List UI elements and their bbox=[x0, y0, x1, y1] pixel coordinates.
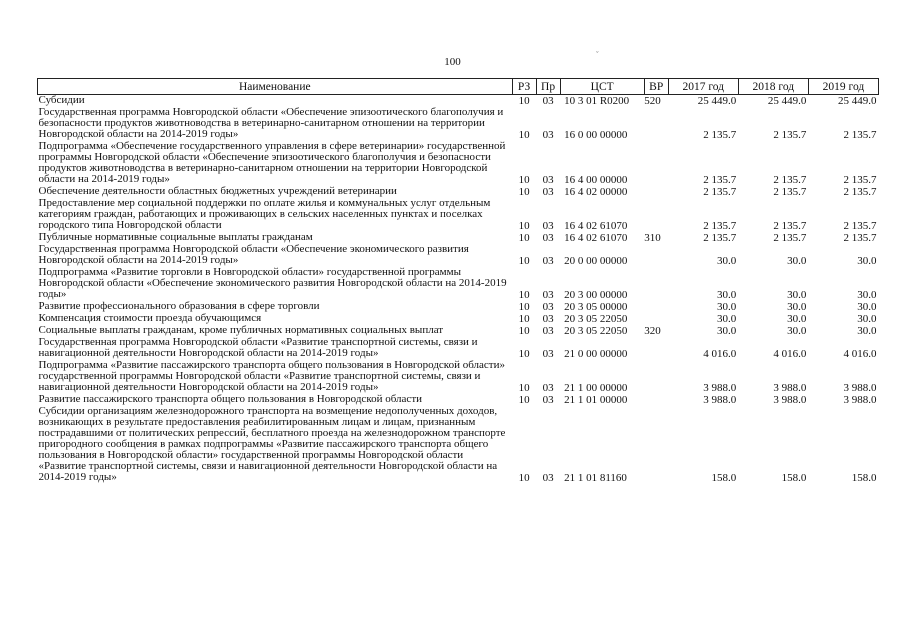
cell-cst: 10 3 01 R0200 bbox=[564, 95, 630, 107]
cell-rz: 10 bbox=[518, 325, 530, 337]
table-row bbox=[38, 198, 879, 232]
cell-pr: 03 bbox=[542, 472, 554, 484]
cell-y2017: 4 016.0 bbox=[703, 348, 737, 360]
cell-y2018: 30.0 bbox=[787, 325, 807, 337]
header-2019: 2019 год bbox=[808, 79, 878, 95]
cell-vr bbox=[644, 244, 668, 267]
cell-cst: 16 0 00 00000 bbox=[564, 129, 628, 141]
cell-y2019: 2 135.7 bbox=[843, 174, 877, 186]
cell-y2017: 2 135.7 bbox=[703, 129, 737, 141]
cell-y2018: 2 135.7 bbox=[773, 186, 807, 198]
budget-table-container bbox=[37, 78, 879, 484]
table-row bbox=[38, 107, 879, 141]
cell-y2019: 2 135.7 bbox=[843, 129, 877, 141]
cell-y2018: 30.0 bbox=[787, 301, 807, 313]
header-pr: Пр bbox=[536, 79, 560, 95]
cell-y2018: 30.0 bbox=[787, 313, 807, 325]
cell-pr: 03 bbox=[542, 313, 554, 325]
header-rz: РЗ bbox=[512, 79, 536, 95]
cell-pr: 03 bbox=[542, 394, 554, 406]
cell-name: Подпрограмма «Развитие пассажирского транспорта общего пользования в Новгородской области» государственной программы Новгородской области «Развитие транспортной системы, связи и навигационной деятельности Новгородской области на 2014-2019 годы» bbox=[38, 359, 505, 393]
cell-rz: 10 bbox=[518, 129, 530, 141]
table-header bbox=[38, 79, 879, 95]
cell-cst: 16 4 02 00000 bbox=[564, 186, 628, 198]
cell-y2017: 2 135.7 bbox=[703, 232, 737, 244]
cell-y2018: 2 135.7 bbox=[773, 129, 807, 141]
page-number: 100 bbox=[444, 56, 461, 68]
cell-vr bbox=[644, 406, 668, 484]
cell-pr: 03 bbox=[542, 95, 554, 107]
cell-cst: 16 4 00 00000 bbox=[564, 174, 628, 186]
cell-pr: 03 bbox=[542, 232, 554, 244]
cell-pr: 03 bbox=[542, 301, 554, 313]
cell-vr bbox=[644, 141, 668, 186]
cell-y2019: 3 988.0 bbox=[843, 394, 877, 406]
cell-y2017: 30.0 bbox=[717, 255, 737, 267]
cell-vr bbox=[644, 186, 668, 198]
cell-y2017: 158.0 bbox=[711, 472, 737, 484]
cell-vr: 520 bbox=[644, 95, 661, 107]
cell-name: Государственная программа Новгородской области «Развитие транспортной системы, связи и навигационной деятельности Новгородской области на 2014-2019 годы» bbox=[38, 336, 478, 359]
cell-vr bbox=[644, 301, 668, 313]
cell-y2017: 25 449.0 bbox=[697, 95, 737, 107]
cell-y2018: 30.0 bbox=[787, 255, 807, 267]
cell-y2018: 158.0 bbox=[781, 472, 807, 484]
cell-vr bbox=[644, 313, 668, 325]
cell-rz: 10 bbox=[518, 232, 530, 244]
table-row bbox=[38, 360, 879, 394]
cell-y2019: 2 135.7 bbox=[843, 232, 877, 244]
cell-y2017: 30.0 bbox=[717, 301, 737, 313]
cell-rz: 10 bbox=[518, 313, 530, 325]
cell-name: Развитие профессионального образования в сфере торговли bbox=[38, 300, 320, 312]
header-2018: 2018 год bbox=[738, 79, 808, 95]
cell-rz: 10 bbox=[518, 95, 530, 107]
cell-name: Подпрограмма «Обеспечение государственного управления в сфере ветеринарии» государственной программы Новгородской области «Обеспечение эпизоотического благополучия и безопасности продуктов животноводства в ветеринарно-санитарном отношении на территории Новгородской области на 2014-2019 годы» bbox=[38, 140, 506, 185]
cell-y2017: 2 135.7 bbox=[703, 174, 737, 186]
header-vr: ВР bbox=[644, 79, 668, 95]
cell-y2019: 158.0 bbox=[851, 472, 877, 484]
cell-rz: 10 bbox=[518, 382, 530, 394]
cell-y2019: 25 449.0 bbox=[838, 95, 877, 107]
cell-name: Государственная программа Новгородской области «Обеспечение эпизоотического благополучия и безопасности продуктов животноводства в ветеринарно-санитарном отношении на территории Новгородской области на 2014-2019 годы» bbox=[38, 106, 504, 140]
cell-y2019: 4 016.0 bbox=[843, 348, 877, 360]
cell-y2018: 25 449.0 bbox=[767, 95, 807, 107]
cell-y2019: 30.0 bbox=[857, 255, 877, 267]
cell-cst: 20 3 05 22050 bbox=[564, 313, 628, 325]
cell-pr: 03 bbox=[542, 289, 554, 301]
cell-y2018: 4 016.0 bbox=[773, 348, 807, 360]
table-row bbox=[38, 337, 879, 360]
cell-y2018: 2 135.7 bbox=[773, 220, 807, 232]
table-row bbox=[38, 406, 879, 484]
cell-y2019: 3 988.0 bbox=[843, 382, 877, 394]
table-row bbox=[38, 244, 879, 267]
cell-vr bbox=[644, 107, 668, 141]
cell-vr bbox=[644, 198, 668, 232]
cell-rz: 10 bbox=[518, 255, 530, 267]
cell-y2019: 30.0 bbox=[857, 325, 877, 337]
cell-rz: 10 bbox=[518, 186, 530, 198]
cell-name: Компенсация стоимости проезда обучающимся bbox=[38, 312, 262, 324]
cell-cst: 16 4 02 61070 bbox=[564, 232, 628, 244]
cell-y2019: 30.0 bbox=[857, 289, 877, 301]
cell-name: Обеспечение деятельности областных бюджетных учреждений ветеринарии bbox=[38, 185, 397, 197]
cell-y2019: 30.0 bbox=[857, 301, 877, 313]
cell-pr: 03 bbox=[542, 255, 554, 267]
cell-pr: 03 bbox=[542, 325, 554, 337]
cell-cst: 21 1 00 00000 bbox=[564, 382, 628, 394]
cell-y2018: 2 135.7 bbox=[773, 232, 807, 244]
cell-rz: 10 bbox=[518, 472, 530, 484]
table-row bbox=[38, 141, 879, 186]
header-cst: ЦСТ bbox=[560, 79, 644, 95]
cell-y2018: 3 988.0 bbox=[773, 382, 807, 394]
cell-y2018: 2 135.7 bbox=[773, 174, 807, 186]
cell-cst: 20 3 00 00000 bbox=[564, 289, 628, 301]
cell-cst: 20 0 00 00000 bbox=[564, 255, 628, 267]
cell-pr: 03 bbox=[542, 348, 554, 360]
cell-name: Развитие пассажирского транспорта общего пользования в Новгородской области bbox=[38, 393, 423, 405]
cell-y2019: 2 135.7 bbox=[843, 186, 877, 198]
cell-vr bbox=[644, 267, 668, 301]
cell-rz: 10 bbox=[518, 289, 530, 301]
header-2017: 2017 год bbox=[668, 79, 738, 95]
cell-rz: 10 bbox=[518, 301, 530, 313]
cell-pr: 03 bbox=[542, 186, 554, 198]
cell-pr: 03 bbox=[542, 129, 554, 141]
cell-vr bbox=[644, 337, 668, 360]
cell-y2019: 2 135.7 bbox=[843, 220, 877, 232]
cell-rz: 10 bbox=[518, 348, 530, 360]
cell-vr bbox=[644, 394, 668, 406]
cell-y2017: 2 135.7 bbox=[703, 186, 737, 198]
cell-name: Социальные выплаты гражданам, кроме публичных нормативных социальных выплат bbox=[38, 324, 444, 336]
cell-y2017: 2 135.7 bbox=[703, 220, 737, 232]
cell-cst: 21 1 01 81160 bbox=[564, 472, 627, 484]
cell-y2019: 30.0 bbox=[857, 313, 877, 325]
header-name: Наименование bbox=[38, 79, 513, 95]
cell-y2017: 30.0 bbox=[717, 289, 737, 301]
cell-rz: 10 bbox=[518, 174, 530, 186]
cell-name: Предоставление мер социальной поддержки по оплате жилья и коммунальных услуг отдельным категориям граждан, работающих и проживающих в сельских населенных пунктах и поселках городского типа Новгородской области bbox=[38, 197, 491, 231]
cell-vr: 320 bbox=[644, 325, 661, 337]
cell-vr: 310 bbox=[644, 232, 661, 244]
cell-pr: 03 bbox=[542, 382, 554, 394]
cell-pr: 03 bbox=[542, 174, 554, 186]
cell-y2017: 3 988.0 bbox=[703, 382, 737, 394]
table-row bbox=[38, 267, 879, 301]
cell-cst: 20 3 05 00000 bbox=[564, 301, 628, 313]
cell-y2018: 3 988.0 bbox=[773, 394, 807, 406]
cell-name: Субсидии bbox=[38, 94, 85, 106]
cell-y2017: 30.0 bbox=[717, 325, 737, 337]
cell-y2017: 30.0 bbox=[717, 313, 737, 325]
table-body bbox=[38, 95, 879, 485]
cell-name: Публичные нормативные социальные выплаты гражданам bbox=[38, 231, 313, 243]
cell-cst: 20 3 05 22050 bbox=[564, 325, 628, 337]
cell-rz: 10 bbox=[518, 394, 530, 406]
budget-table bbox=[37, 78, 879, 484]
cell-name: Субсидии организациям железнодорожного транспорта на возмещение недополученных доходов, возникающих в результате предоставления реабилитированным лицам и лицам, признанным пострадавшими от политических репрессий, бесплатного проезда на железнодорожном транспорте пригородного сообщения в рамках подпрограммы «Развитие пассажирского транспорта общего пользования в Новгородской области» государственной программы Новгородской области «Развитие транспортной системы, связи и навигационной деятельности Новгородской области на 2014-2019 годы» bbox=[38, 405, 506, 483]
cell-name: Подпрограмма «Развитие торговли в Новгородской области» государственной программы Новгородской области «Обеспечение экономического развития Новгородской области на 2014-2019 годы» bbox=[38, 266, 507, 300]
cell-cst: 16 4 02 61070 bbox=[564, 220, 628, 232]
cell-cst: 21 1 01 00000 bbox=[564, 394, 628, 406]
cell-name: Государственная программа Новгородской области «Обеспечение экономического развития Новгородской области на 2014-2019 годы» bbox=[38, 243, 469, 266]
scan-mark: ˇ bbox=[596, 50, 599, 59]
cell-y2018: 30.0 bbox=[787, 289, 807, 301]
cell-cst: 21 0 00 00000 bbox=[564, 348, 628, 360]
cell-y2017: 3 988.0 bbox=[703, 394, 737, 406]
cell-pr: 03 bbox=[542, 220, 554, 232]
cell-vr bbox=[644, 360, 668, 394]
cell-rz: 10 bbox=[518, 220, 530, 232]
